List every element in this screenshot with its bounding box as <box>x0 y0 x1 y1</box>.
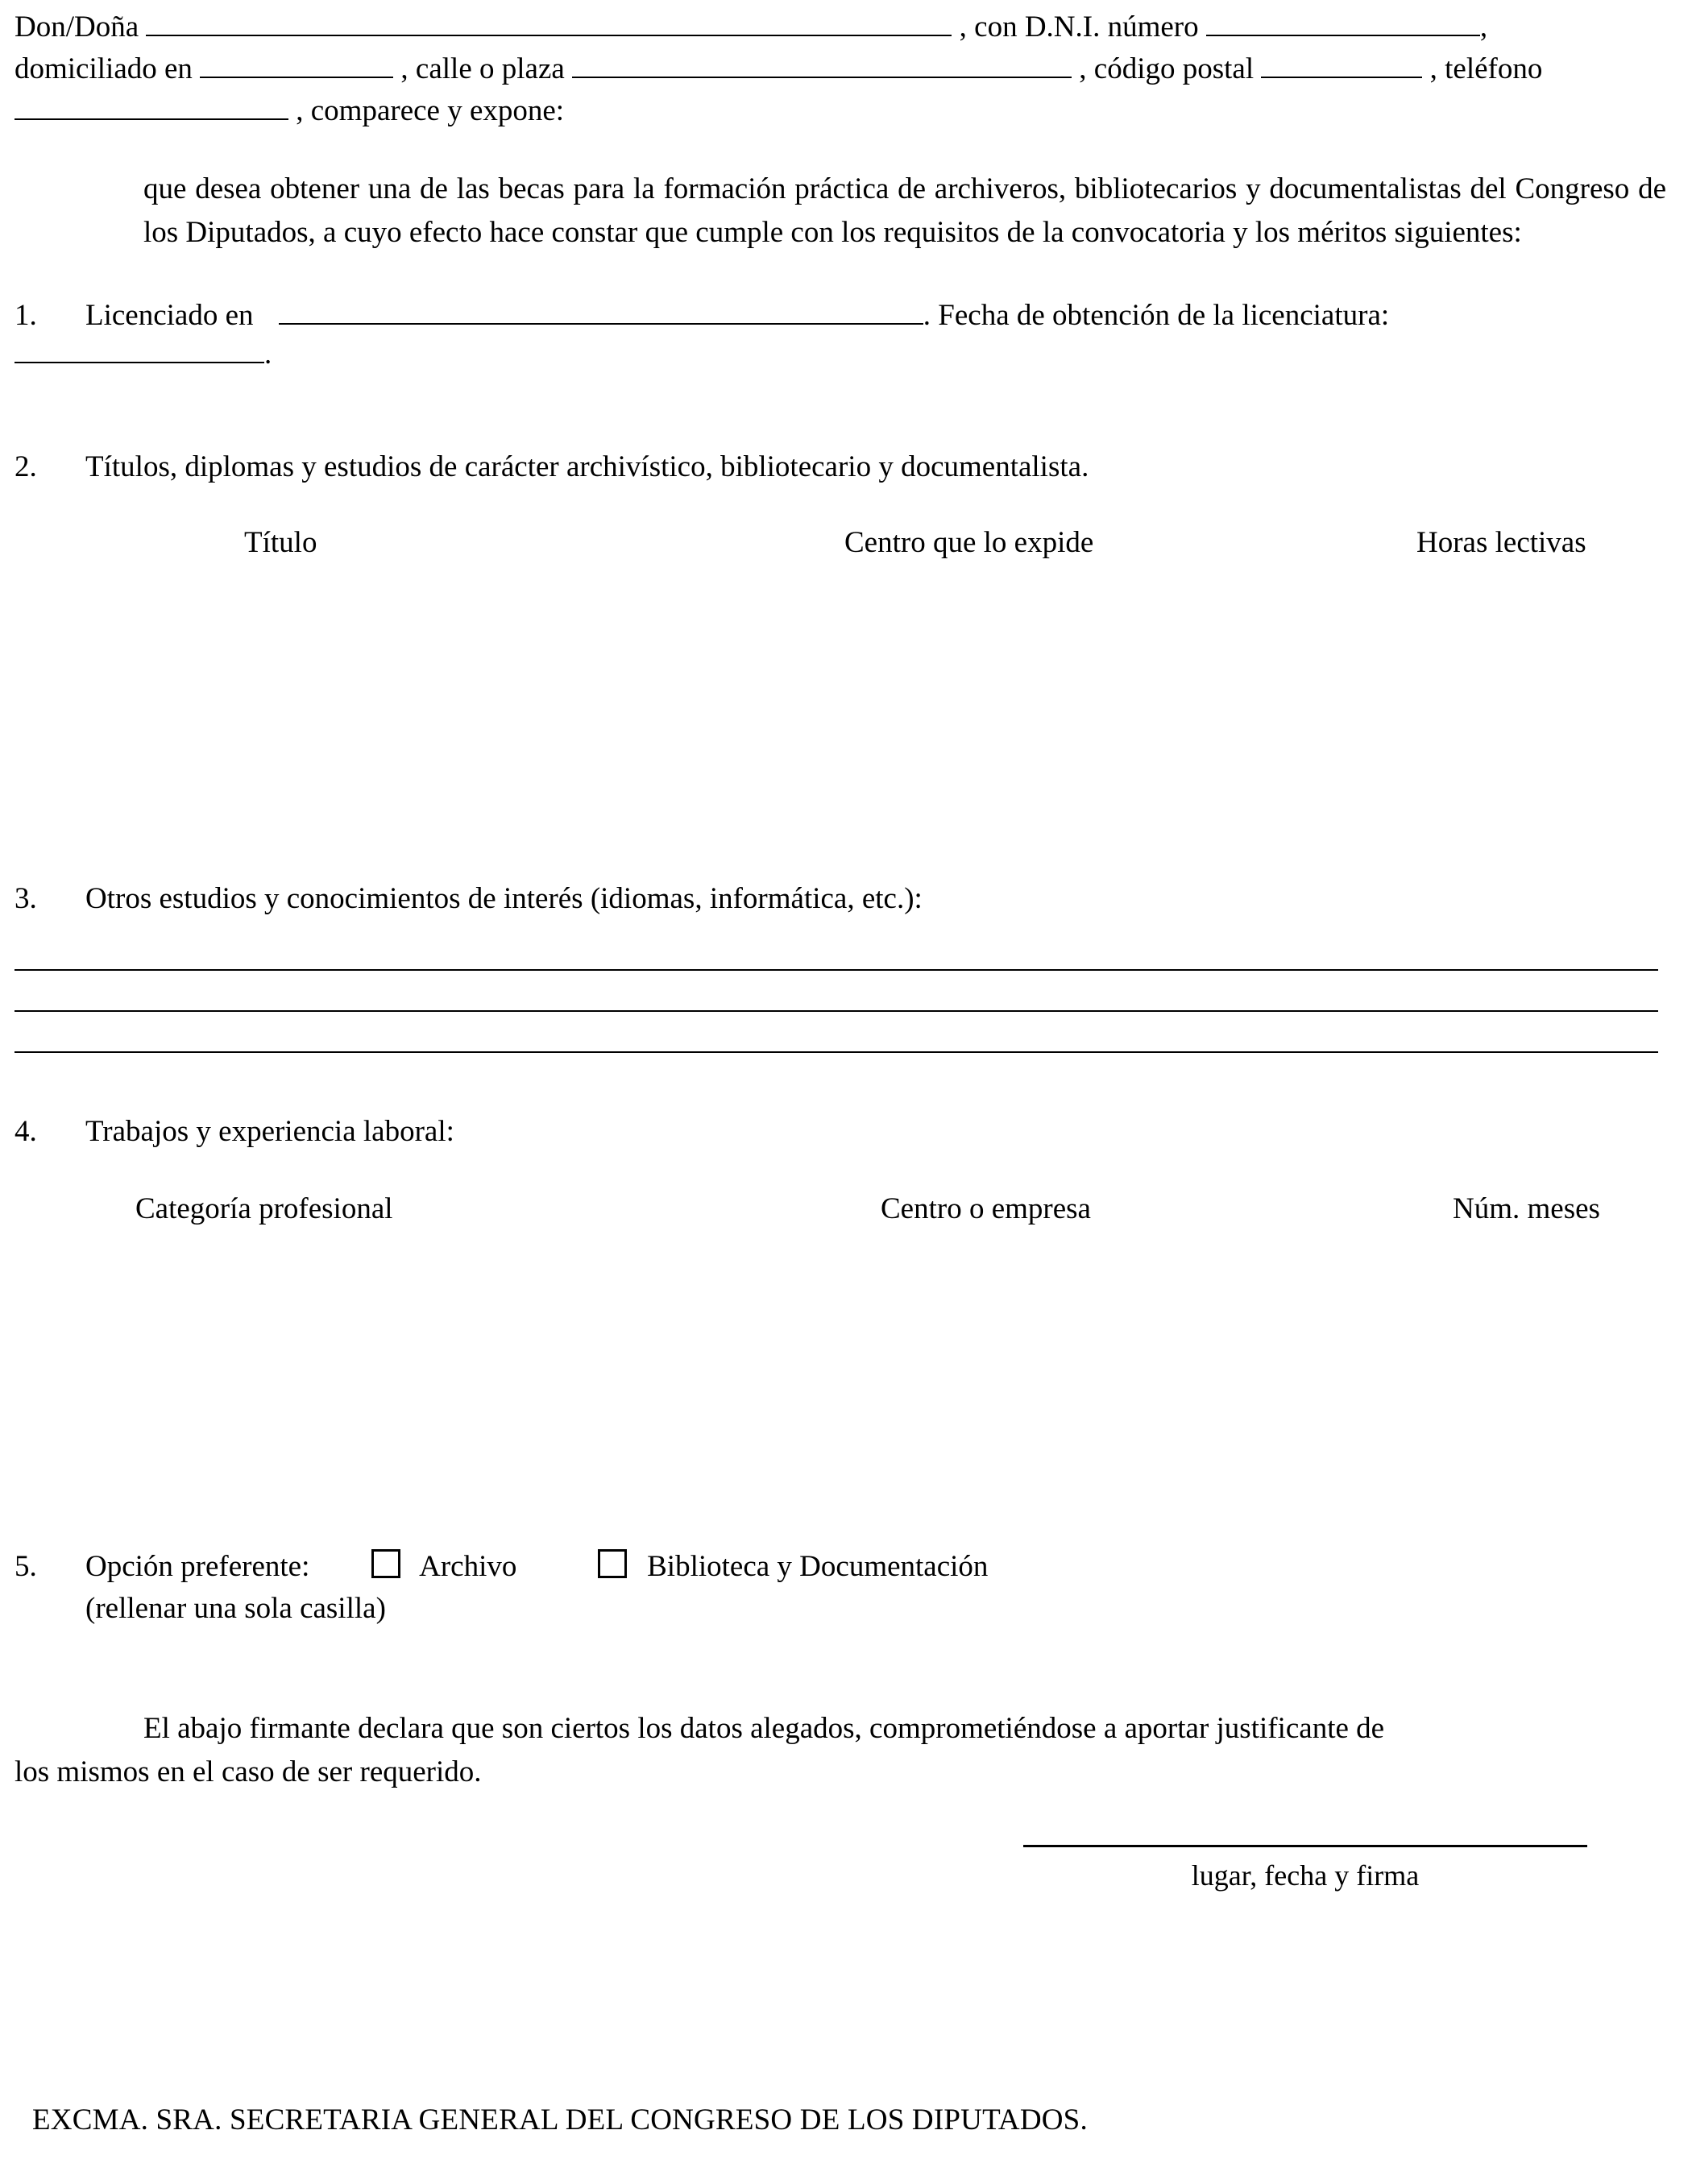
item-2-number: 2. <box>15 450 37 483</box>
label-domiciliado: domiciliado en <box>15 52 193 85</box>
item-3-label: Otros estudios y conocimientos de interés (idiomas, informática, etc.): <box>85 882 923 915</box>
rule-line[interactable] <box>15 930 1658 971</box>
item-1-number: 1. <box>15 299 37 332</box>
item-1-date-row <box>15 334 1670 375</box>
rule-line[interactable] <box>15 971 1658 1012</box>
checkbox-biblioteca-documentacion[interactable] <box>598 1549 627 1578</box>
item-5 <box>15 1546 1670 1630</box>
applicant-phone-row <box>15 90 1670 132</box>
checkbox-archivo[interactable] <box>371 1549 400 1578</box>
document-content <box>15 6 1670 1794</box>
field-fecha-licenciatura[interactable] <box>15 334 264 363</box>
item-1 <box>15 295 1670 337</box>
label-dni: , con D.N.I. número <box>959 10 1199 44</box>
field-localidad[interactable] <box>200 49 393 78</box>
item-2-label: Títulos, diplomas y estudios de carácter archivístico, bibliotecario y documentalista. <box>85 450 1089 483</box>
column-header-titulo: Título <box>244 526 317 559</box>
option-biblioteca-label: Biblioteca y Documentación <box>647 1550 989 1583</box>
field-telefono[interactable] <box>15 91 288 120</box>
item-4-number: 4. <box>15 1115 37 1148</box>
label-telefono: , teléfono <box>1429 52 1543 85</box>
rule-line[interactable] <box>15 1012 1658 1053</box>
signature-line[interactable] <box>1023 1845 1587 1847</box>
item-1-row <box>85 295 1670 337</box>
column-header-categoria-profesional: Categoría profesional <box>135 1192 393 1225</box>
footer-addressee: EXCMA. SRA. SECRETARIA GENERAL DEL CONGRESO DE LOS DIPUTADOS. <box>32 2103 1088 2136</box>
option-archivo-label: Archivo <box>419 1550 517 1583</box>
item-2 <box>15 446 1670 488</box>
signature-label: lugar, fecha y firma <box>1191 1859 1420 1892</box>
item-4-body <box>85 1111 1670 1153</box>
label-comparece: , comparece y expone: <box>296 94 565 127</box>
label-don-dona: Don/Doña <box>15 10 139 44</box>
item-5-number: 5. <box>15 1550 37 1583</box>
item-3-number: 3. <box>15 882 37 915</box>
column-header-horas-lectivas: Horas lectivas <box>1416 526 1586 559</box>
column-header-num-meses: Núm. meses <box>1453 1192 1600 1225</box>
item-3 <box>15 878 1670 920</box>
field-licenciado-en[interactable] <box>279 296 923 325</box>
item-4 <box>15 1111 1670 1153</box>
item-5-label: Opción preferente: <box>85 1550 310 1583</box>
item-1-tail: . Fecha de obtención de la licenciatura: <box>923 299 1390 332</box>
applicant-name-row <box>15 6 1670 48</box>
item-4-column-headers <box>15 1191 1670 1288</box>
column-header-centro-expide: Centro que lo expide <box>844 526 1094 559</box>
item-5-sublabel: (rellenar una sola casilla) <box>85 1592 386 1625</box>
applicant-address-row <box>15 48 1670 90</box>
item-4-label: Trabajos y experiencia laboral: <box>85 1115 454 1148</box>
item-5-row <box>85 1546 1670 1588</box>
comma-after-dni: , <box>1479 10 1488 44</box>
item-4-entry-area[interactable] <box>15 1288 1670 1538</box>
intro-paragraph: que desea obtener una de las becas para la formación práctica de archiveros, bibliotecarios y documentalistas del Congreso de los Diputados, a cuyo efecto hace constar que cumple con los requisitos de la convocatoria y los méritos siguientes: <box>143 172 1666 249</box>
item-1-tail2: . <box>264 338 272 371</box>
item-2-column-headers <box>15 525 1670 622</box>
item-2-entry-area[interactable] <box>15 622 1670 864</box>
item-2-body <box>85 446 1670 488</box>
column-header-centro-empresa: Centro o empresa <box>881 1192 1091 1225</box>
declaration-line-2: los mismos en el caso de ser requerido. <box>15 1755 482 1788</box>
field-calle[interactable] <box>572 49 1072 78</box>
declaration-block <box>15 1707 1670 1794</box>
label-codigo-postal: , código postal <box>1079 52 1254 85</box>
item-1-body <box>85 295 1670 337</box>
field-nombre[interactable] <box>146 7 952 36</box>
item-5-body <box>85 1546 1670 1630</box>
field-dni[interactable] <box>1206 7 1480 36</box>
item-1-label: Licenciado en <box>85 299 254 332</box>
signature-block <box>1023 1845 1587 1892</box>
label-calle: , calle o plaza <box>400 52 565 85</box>
item-3-body <box>85 878 1670 920</box>
field-codigo-postal[interactable] <box>1261 49 1422 78</box>
item-3-rule-lines <box>15 930 1670 1053</box>
declaration-line-1: El abajo firmante declara que son ciertos los datos alegados, comprometiéndose a aportar justificante de <box>143 1712 1385 1745</box>
